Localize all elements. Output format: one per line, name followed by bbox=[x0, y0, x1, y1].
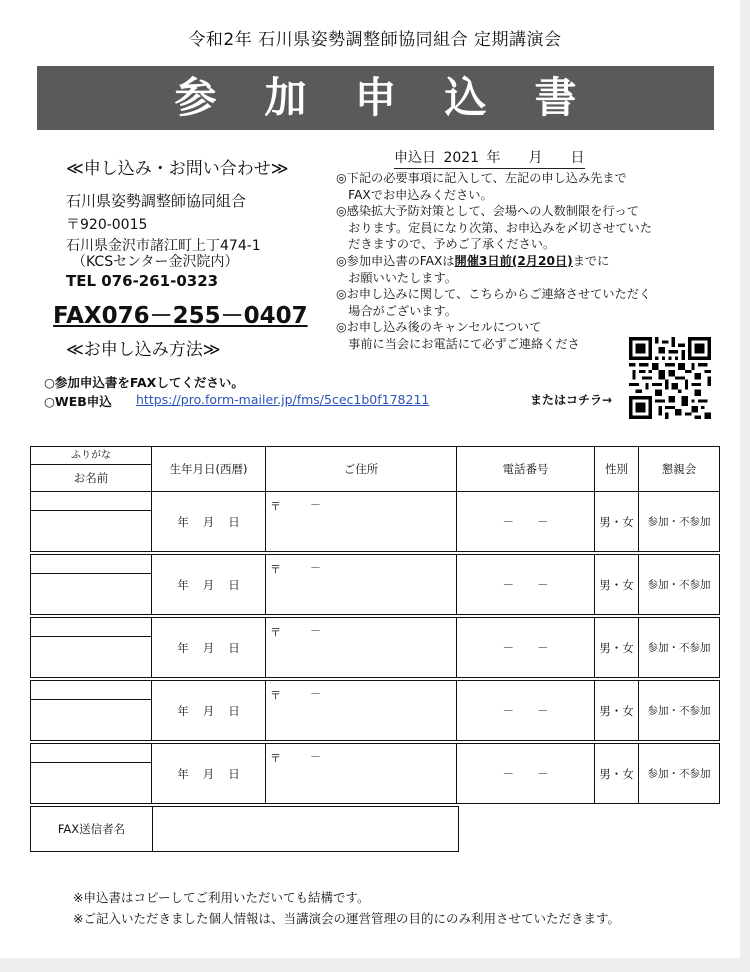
table-row bbox=[31, 492, 720, 552]
phone-header: 電話番号 bbox=[457, 447, 595, 492]
fax-apply-instruction: ○参加申込書をFAXしてください。 bbox=[44, 375, 244, 390]
social-choice[interactable]: 参加・不参加 bbox=[639, 681, 720, 741]
contact-heading: ≪申し込み・お問い合わせ≫ bbox=[66, 159, 289, 179]
org-name: 石川県姿勢調整師協同組合 bbox=[66, 192, 247, 210]
phone-field[interactable]: － － bbox=[457, 492, 595, 552]
table-row bbox=[31, 618, 720, 678]
note-line: お願いいたします。 bbox=[336, 270, 457, 285]
note-line: ◎お申し込み後のキャンセルについて bbox=[336, 320, 542, 335]
social-choice[interactable]: 参加・不参加 bbox=[639, 492, 720, 552]
note-line: までに bbox=[572, 253, 610, 268]
table-row bbox=[31, 744, 720, 804]
form-title: 参加申込書 bbox=[174, 73, 625, 122]
web-apply-label: ○WEB申込 bbox=[44, 394, 112, 409]
note-line: ◎お申し込みに関して、こちらからご連絡させていただく bbox=[336, 287, 652, 302]
application-table bbox=[30, 446, 720, 804]
zip-dash: － bbox=[310, 687, 321, 700]
zip-dash: － bbox=[310, 498, 321, 511]
event-title: 令和2年 石川県姿勢調整師協同組合 定期講演会 bbox=[188, 30, 562, 50]
name-cell[interactable] bbox=[31, 555, 152, 615]
note-line: 事前に当会にお電話にて必ずご連絡くださ bbox=[336, 336, 580, 351]
address-note: （KCSセンター金沢院内） bbox=[72, 254, 239, 270]
social-header: 懇親会 bbox=[639, 447, 720, 492]
zip-dash: － bbox=[310, 561, 321, 574]
note-line: FAXでお申込みください。 bbox=[336, 187, 493, 202]
birth-date-field[interactable]: 年月日 bbox=[152, 492, 266, 552]
postal-code: 〒920-0015 bbox=[66, 217, 148, 233]
furigana-field[interactable] bbox=[31, 744, 151, 763]
note-line: ◎参加申込書のFAXは bbox=[336, 253, 455, 268]
gender-choice[interactable]: 男・女 bbox=[595, 492, 639, 552]
gender-header: 性別 bbox=[595, 447, 639, 492]
form-title-banner bbox=[37, 66, 714, 130]
fax-sender-field[interactable] bbox=[30, 806, 459, 852]
note-line: ◎下記の必要事項に記入して、左記の申し込み先まで bbox=[336, 171, 627, 185]
furigana-field[interactable] bbox=[31, 492, 151, 511]
table-row bbox=[31, 681, 720, 741]
gender-choice[interactable]: 男・女 bbox=[595, 618, 639, 678]
notes bbox=[336, 170, 652, 353]
gender-choice[interactable]: 男・女 bbox=[595, 681, 639, 741]
note-line: ◎感染拡大予防対策として、会場への人数制限を行って bbox=[336, 204, 639, 219]
name-field[interactable] bbox=[31, 763, 151, 803]
gender-choice[interactable]: 男・女 bbox=[595, 555, 639, 615]
footer-note: ※ご記入いただきました個人情報は、当講演会の運営管理の目的にのみ利用させていただきます。 bbox=[73, 911, 620, 926]
furigana-field[interactable] bbox=[31, 555, 151, 574]
phone-field[interactable]: － － bbox=[457, 744, 595, 804]
application-date: 申込日 2021 年 月 日 bbox=[394, 147, 585, 169]
zip-mark: 〒 bbox=[270, 689, 281, 702]
zip-mark: 〒 bbox=[270, 626, 281, 639]
birth-date-field[interactable]: 年月日 bbox=[152, 555, 266, 615]
name-cell[interactable] bbox=[31, 618, 152, 678]
social-choice[interactable]: 参加・不参加 bbox=[639, 618, 720, 678]
birth-header: 生年月日(西暦) bbox=[152, 447, 266, 492]
name-header: お名前 bbox=[73, 471, 109, 485]
address-field[interactable] bbox=[266, 492, 457, 552]
fax-number: FAX076－255－0407 bbox=[53, 303, 308, 329]
social-choice[interactable]: 参加・不参加 bbox=[639, 555, 720, 615]
name-cell[interactable] bbox=[31, 681, 152, 741]
name-field[interactable] bbox=[31, 574, 151, 614]
zip-dash: － bbox=[310, 624, 321, 637]
tel-number: TEL 076-261-0323 bbox=[66, 272, 219, 290]
name-field[interactable] bbox=[31, 511, 151, 551]
qr-caption: またはコチラ→ bbox=[530, 393, 613, 407]
birth-date-field[interactable]: 年月日 bbox=[152, 618, 266, 678]
name-cell[interactable] bbox=[31, 492, 152, 552]
note-line: おります。定員になり次第、お申込みを〆切させていた bbox=[336, 220, 652, 235]
zip-mark: 〒 bbox=[270, 500, 281, 513]
note-line: 場合がございます。 bbox=[336, 303, 457, 318]
address-field[interactable] bbox=[266, 555, 457, 615]
page-edge bbox=[740, 0, 750, 972]
footer-note: ※申込書はコピーしてご利用いただいても結構です。 bbox=[73, 890, 370, 905]
phone-field[interactable]: － － bbox=[457, 681, 595, 741]
address: 石川県金沢市諸江町上丁474-1 bbox=[66, 238, 261, 254]
address-field[interactable] bbox=[266, 744, 457, 804]
phone-field[interactable]: － － bbox=[457, 555, 595, 615]
page-edge bbox=[0, 958, 750, 972]
gender-choice[interactable]: 男・女 bbox=[595, 744, 639, 804]
address-field[interactable] bbox=[266, 681, 457, 741]
social-choice[interactable]: 参加・不参加 bbox=[639, 744, 720, 804]
name-cell[interactable] bbox=[31, 744, 152, 804]
phone-field[interactable]: － － bbox=[457, 618, 595, 678]
note-line: だきますので、予めご了承ください。 bbox=[336, 237, 556, 252]
address-header: ご住所 bbox=[266, 447, 457, 492]
furigana-header: ふりがな bbox=[31, 447, 151, 465]
address-field[interactable] bbox=[266, 618, 457, 678]
fax-deadline: 開催3日前(2月20日) bbox=[454, 253, 573, 268]
web-apply-link[interactable]: https://pro.form-mailer.jp/fms/5cec1b0f178211 bbox=[136, 392, 430, 407]
furigana-field[interactable] bbox=[31, 618, 151, 637]
method-heading: ≪お申し込み方法≫ bbox=[66, 340, 221, 360]
qr-code-icon[interactable] bbox=[629, 337, 711, 419]
birth-date-field[interactable]: 年月日 bbox=[152, 681, 266, 741]
col-name-header bbox=[31, 447, 152, 492]
zip-mark: 〒 bbox=[270, 563, 281, 576]
birth-date-field[interactable]: 年月日 bbox=[152, 744, 266, 804]
fax-sender-label: FAX送信者名 bbox=[31, 807, 153, 851]
table-row bbox=[31, 555, 720, 615]
furigana-field[interactable] bbox=[31, 681, 151, 700]
zip-dash: － bbox=[310, 750, 321, 763]
zip-mark: 〒 bbox=[270, 752, 281, 765]
name-field[interactable] bbox=[31, 700, 151, 740]
name-field[interactable] bbox=[31, 637, 151, 677]
